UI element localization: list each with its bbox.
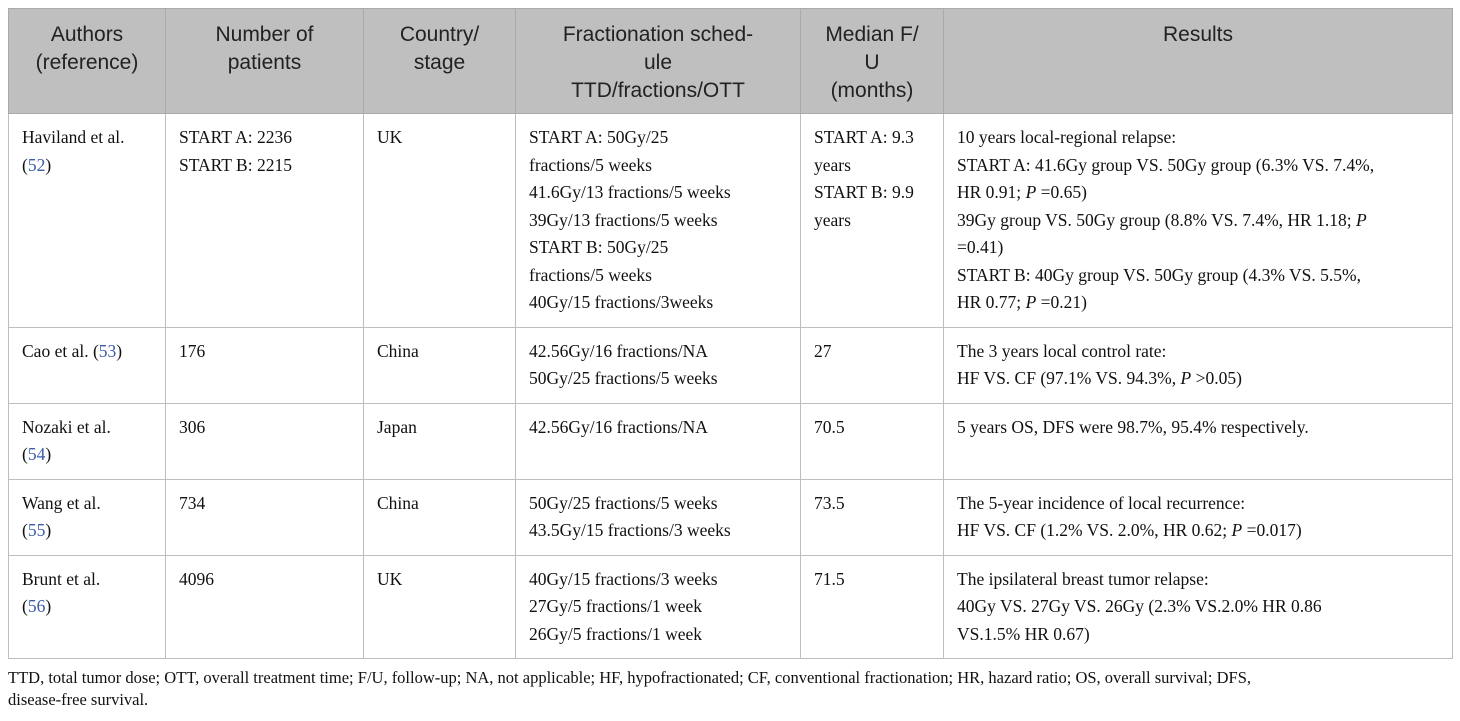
patients-value: 734 [179, 492, 206, 513]
schedule-cell [516, 479, 801, 555]
followup-value: 73.5 [814, 492, 845, 513]
country-cell [364, 327, 516, 403]
patients-value: 4096 [179, 568, 214, 589]
patients-cell [166, 403, 364, 479]
results-line [957, 124, 1446, 152]
paren-open: ( [22, 154, 28, 175]
followup-value: 70.5 [814, 416, 845, 437]
results-line [957, 365, 1446, 393]
author-text: Cao et al. ( [22, 340, 99, 361]
results-text: 5 years OS, DFS were 98.7%, 95.4% respectively. [957, 416, 1309, 437]
results-line [957, 179, 1446, 207]
table-row [9, 479, 1453, 555]
reference-link[interactable]: 56 [27, 596, 46, 616]
results-text: HF VS. CF (1.2% VS. 2.0%, HR 0.62; [957, 520, 1232, 540]
header-row [9, 9, 1453, 114]
author-name [22, 490, 159, 518]
results-text: 40Gy VS. 27Gy VS. 26Gy (2.3% VS.2.0% HR 0.86 [957, 596, 1322, 616]
results-text: =0.65) [1036, 182, 1087, 202]
author-name [22, 566, 159, 594]
results-cell [944, 555, 1453, 659]
followup-cell [801, 555, 944, 659]
patients-value: 176 [179, 340, 206, 361]
patients-value: START A: 2236 [179, 127, 292, 147]
paren-close: ) [45, 596, 52, 616]
reference-link[interactable]: 55 [27, 520, 46, 540]
results-line [957, 262, 1446, 290]
schedule-line: fractions/5 weeks [529, 264, 652, 285]
reference-line [22, 517, 159, 545]
p-value-label: P [1025, 182, 1037, 202]
schedule-line: 41.6Gy/13 fractions/5 weeks [529, 182, 731, 202]
patients-value: 306 [179, 416, 206, 437]
schedule-cell [516, 555, 801, 659]
p-value-label: P [1025, 292, 1037, 312]
country-value: Japan [377, 416, 417, 437]
column-header-authors [9, 9, 166, 114]
footnote-line: disease-free survival. [8, 690, 149, 709]
paren-open: ( [22, 444, 28, 464]
p-value-label: P [1231, 520, 1243, 540]
country-value: China [377, 492, 419, 513]
schedule-line: 39Gy/13 fractions/5 weeks [529, 209, 718, 230]
results-line [957, 566, 1446, 594]
results-text: =0.41) [957, 237, 1004, 257]
patients-cell [166, 327, 364, 403]
header-text: Country/ [399, 23, 480, 46]
schedule-line: 26Gy/5 fractions/1 week [529, 623, 703, 644]
header-text: stage [413, 51, 466, 74]
paren-close: ) [45, 444, 52, 464]
followup-cell [801, 403, 944, 479]
author-name [22, 414, 159, 442]
column-header-followup [801, 9, 944, 114]
results-text: The 5-year incidence of local recurrence: [957, 492, 1246, 513]
results-text: The ipsilateral breast tumor relapse: [957, 568, 1209, 589]
results-cell [944, 479, 1453, 555]
schedule-line: 27Gy/5 fractions/1 week [529, 596, 703, 616]
followup-value: years [814, 209, 851, 230]
results-text: HR 0.77; [957, 292, 1026, 312]
country-cell [364, 555, 516, 659]
schedule-line: fractions/5 weeks [529, 154, 652, 175]
table-row [9, 555, 1453, 659]
table-header [9, 9, 1453, 114]
header-text: Results [1162, 23, 1234, 46]
country-cell [364, 114, 516, 328]
table-footnote [8, 667, 1452, 711]
paren-open: ( [22, 520, 28, 540]
paren-close: ) [116, 340, 123, 361]
country-value: China [377, 340, 419, 361]
results-text: =0.21) [1036, 292, 1087, 312]
schedule-cell [516, 114, 801, 328]
results-line [957, 414, 1446, 442]
column-header-country [364, 9, 516, 114]
author-cell [9, 479, 166, 555]
author-cell [9, 555, 166, 659]
results-text: START A: 41.6Gy group VS. 50Gy group (6.3% VS. 7.4%, [957, 154, 1375, 175]
results-line [957, 289, 1446, 317]
results-line [957, 517, 1446, 545]
header-text: Authors [50, 23, 124, 46]
results-cell [944, 327, 1453, 403]
schedule-line: 50Gy/25 fractions/5 weeks [529, 492, 718, 513]
results-cell [944, 114, 1453, 328]
table-row [9, 403, 1453, 479]
followup-cell [801, 327, 944, 403]
results-text: VS.1.5% HR 0.67) [957, 623, 1090, 644]
results-line [957, 593, 1446, 621]
author-text: Wang et al. [22, 492, 101, 513]
reference-link[interactable]: 54 [27, 444, 46, 464]
paren-close: ) [45, 154, 52, 175]
results-text: =0.017) [1242, 520, 1302, 540]
author-name [22, 338, 159, 366]
header-text: Number of [215, 23, 314, 46]
paren-open: ( [22, 596, 28, 616]
followup-value: 71.5 [814, 568, 845, 589]
patients-value: START B: 2215 [179, 154, 292, 175]
reference-line [22, 152, 159, 180]
results-line [957, 234, 1446, 262]
table-row [9, 327, 1453, 403]
followup-value: years [814, 154, 851, 175]
results-text: HR 0.91; [957, 182, 1026, 202]
results-line [957, 490, 1446, 518]
author-text: Nozaki et al. [22, 416, 111, 437]
header-text: (reference) [35, 51, 139, 74]
country-value: UK [377, 127, 403, 147]
author-name [22, 124, 159, 152]
results-text: START B: 40Gy group VS. 50Gy group (4.3% VS. 5.5%, [957, 264, 1361, 285]
data-table [8, 8, 1453, 659]
results-line [957, 152, 1446, 180]
column-header-results [944, 9, 1453, 114]
country-cell [364, 403, 516, 479]
schedule-cell [516, 327, 801, 403]
schedule-line: START A: 50Gy/25 [529, 127, 669, 147]
header-text: ule [643, 51, 673, 74]
followup-cell [801, 479, 944, 555]
header-text: U [864, 51, 880, 74]
table-container [8, 8, 1452, 711]
schedule-line: 42.56Gy/16 fractions/NA [529, 340, 708, 361]
results-text: HF VS. CF (97.1% VS. 94.3%, [957, 368, 1181, 388]
author-cell [9, 327, 166, 403]
header-text: patients [227, 51, 302, 74]
schedule-line: 42.56Gy/16 fractions/NA [529, 416, 708, 437]
country-cell [364, 479, 516, 555]
results-text: The 3 years local control rate: [957, 340, 1167, 361]
schedule-line: 43.5Gy/15 fractions/3 weeks [529, 520, 731, 540]
results-text: 10 years local-regional relapse: [957, 127, 1177, 147]
results-cell [944, 403, 1453, 479]
table-body [9, 114, 1453, 659]
p-value-label: P [1180, 368, 1192, 388]
patients-cell [166, 479, 364, 555]
followup-cell [801, 114, 944, 328]
country-value: UK [377, 568, 403, 589]
paren-close: ) [45, 520, 52, 540]
schedule-line: 40Gy/15 fractions/3 weeks [529, 568, 718, 589]
patients-cell [166, 555, 364, 659]
author-cell [9, 403, 166, 479]
reference-link[interactable]: 53 [98, 340, 117, 361]
patients-cell [166, 114, 364, 328]
column-header-schedule [516, 9, 801, 114]
schedule-line: 50Gy/25 fractions/5 weeks [529, 368, 718, 388]
p-value-label: P [1355, 209, 1367, 230]
reference-line [22, 441, 159, 469]
schedule-line: START B: 50Gy/25 [529, 237, 669, 257]
results-line [957, 207, 1446, 235]
header-text: TTD/fractions/OTT [571, 79, 745, 102]
header-text: Median F/ [825, 23, 919, 46]
reference-link[interactable]: 52 [27, 154, 46, 175]
author-text: Haviland et al. [22, 127, 125, 147]
author-cell [9, 114, 166, 328]
footnote-line: TTD, total tumor dose; OTT, overall treatment time; F/U, follow-up; NA, not applicable; HF, hypofractionated; CF, conventional fractionation; HR, hazard ratio; OS, overall survival; DFS, [8, 668, 1251, 687]
column-header-patients [166, 9, 364, 114]
results-text: 39Gy group VS. 50Gy group (8.8% VS. 7.4%, HR 1.18; [957, 209, 1356, 230]
header-text: Fractionation sched- [562, 23, 754, 46]
followup-value: START A: 9.3 [814, 127, 914, 147]
table-row [9, 114, 1453, 328]
header-text: (months) [830, 79, 914, 102]
reference-line [22, 593, 159, 621]
results-text: >0.05) [1191, 368, 1242, 388]
schedule-line: 40Gy/15 fractions/3weeks [529, 292, 714, 312]
results-line [957, 621, 1446, 649]
followup-value: 27 [814, 340, 832, 361]
results-line [957, 338, 1446, 366]
schedule-cell [516, 403, 801, 479]
followup-value: START B: 9.9 [814, 182, 914, 202]
author-text: Brunt et al. [22, 568, 101, 589]
